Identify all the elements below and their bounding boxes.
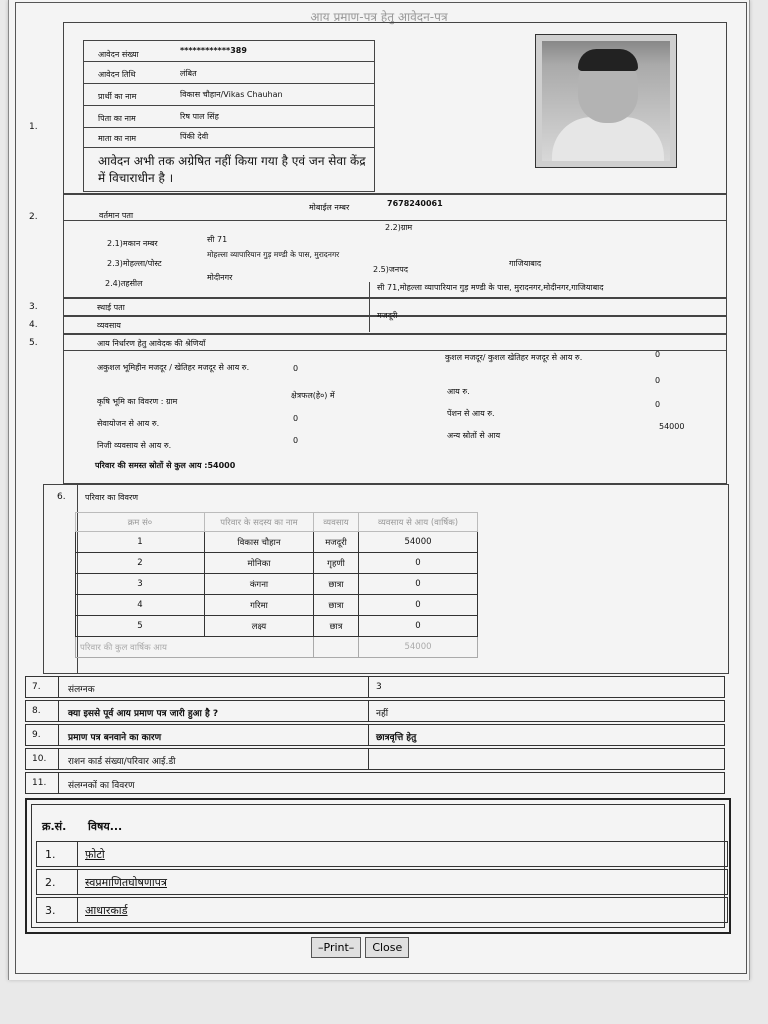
family-table-footer (76, 637, 478, 658)
member-occupation: मजदूरी (314, 532, 359, 553)
docs-header-serial: क्र.सं. (42, 820, 67, 833)
section5-number: 5. (29, 338, 38, 348)
list-item: 3. आधारकार्ड (36, 897, 728, 923)
label-current-address: वर्तमान पता (99, 211, 134, 220)
label-business-income: निजी व्यवसाय से आय रु. (97, 441, 172, 450)
member-income: 0 (359, 616, 478, 637)
member-serial: 4 (76, 595, 205, 616)
other-income: 54000 (659, 422, 685, 431)
agri-income: 0 (655, 376, 661, 385)
label-pension-income: पेंशन से आय रु. (447, 409, 495, 418)
pension-income: 0 (655, 400, 661, 409)
application-date: लंबित (180, 69, 197, 78)
label-employment-income: सेवायोजन से आय रु. (97, 419, 160, 428)
row-ration-card: 10. राशन कार्ड संख्या/परिवार आई.डी (25, 748, 725, 770)
application-status-note: आवेदन अभी तक अग्रेषित नहीं किया गया है एवं जन सेवा केंद्र में विचाराधीन है । (98, 154, 366, 185)
applicant-photo (535, 34, 677, 168)
attachment-photo-link[interactable]: फ़ोटो (85, 848, 105, 861)
label-applicant-name: प्रार्थी का नाम (98, 92, 137, 101)
label-locality: 2.3)मोहल्ला/पोस्ट (107, 259, 162, 268)
member-income: 0 (359, 553, 478, 574)
section6-number: 6. (57, 492, 66, 502)
member-occupation: छात्रा (314, 595, 359, 616)
family-table (75, 512, 478, 658)
table-row (76, 616, 478, 637)
business-income: 0 (293, 436, 299, 445)
employment-income: 0 (293, 414, 299, 423)
member-serial: 5 (76, 616, 205, 637)
label-area: क्षेत्रफल(हे०) में (291, 391, 335, 400)
section3-number: 3. (29, 302, 38, 312)
print-button[interactable]: –Print– (311, 937, 361, 958)
locality: मोहल्ला व्यापारियान गुड़ मण्डी के पास, मुरादनगर (207, 250, 340, 259)
footer-total-label: परिवार की कुल वार्षिक आय (76, 637, 314, 658)
label-occupation: व्यवसाय (97, 321, 121, 330)
section2-number: 2. (29, 212, 38, 222)
family-table-header (76, 513, 478, 532)
label-father-name: पिता का नाम (98, 114, 136, 123)
applicant-name: विकास चौहान/Vikas Chauhan (180, 90, 283, 99)
header-serial: क्रम सं० (76, 513, 205, 532)
label-income-categories: आय निर्धारण हेतु आवेदक की श्रेणियाँ (97, 339, 206, 348)
section4-number: 4. (29, 320, 38, 330)
label-village: 2.2)ग्राम (385, 223, 413, 232)
label-other-income: अन्य स्रोतों से आय (447, 431, 501, 440)
member-name: विकास चौहान (205, 532, 314, 553)
label-district: 2.5)जनपद (373, 265, 409, 274)
mother-name: पिंकी देवी (180, 132, 209, 141)
member-occupation: गृहणी (314, 553, 359, 574)
member-serial: 1 (76, 532, 205, 553)
total-family-income: परिवार की समस्त स्रोतों से कुल आय :54000 (95, 461, 236, 470)
member-income: 0 (359, 595, 478, 616)
docs-header-subject: विषय... (88, 820, 123, 833)
member-occupation: छात्र (314, 616, 359, 637)
table-row (76, 574, 478, 595)
house-number: सी 71 (207, 235, 228, 244)
attachment-aadhaar-link[interactable]: आधारकार्ड (85, 904, 128, 917)
list-item: 1. फ़ोटो (36, 841, 728, 867)
unskilled-income: 0 (293, 364, 299, 373)
footer-total-value: 54000 (359, 637, 478, 658)
form-title: आय प्रमाण-पत्र हेतु आवेदन-पत्र (310, 10, 448, 24)
application-form-page (8, 0, 750, 980)
label-unskilled-income: अकुशल भूमिहीन मजदूर / खेतिहर मजदूर से आय रु. (97, 363, 250, 372)
table-row (76, 532, 478, 553)
close-button[interactable]: Close (365, 937, 409, 958)
label-application-number: आवेदन संख्या (98, 50, 139, 59)
row-attachments-detail: 11. संलग्नकों का विवरण (25, 772, 725, 794)
row-certificate-reason: 9. प्रमाण पत्र बनवाने का कारण छात्रवृत्ति हेतु (25, 724, 725, 746)
district: गाजियाबाद (509, 259, 542, 268)
tehsil: मोदीनगर (207, 273, 233, 282)
label-family-details: परिवार का विवरण (85, 493, 139, 502)
row-attachments-count: 7. संलग्नक 3 (25, 676, 725, 698)
header-annual-income: व्यवसाय से आय (वार्षिक) (359, 513, 478, 532)
mobile-number: 7678240061 (387, 199, 443, 208)
permanent-address: सी 71,मोहल्ला व्यापारियान गुड़ मण्डी के पास, मुरादनगर,मोदीनगर,गाजियाबाद (377, 283, 604, 292)
label-application-date: आवेदन तिथि (98, 70, 136, 79)
father-name: रिष पाल सिंह (180, 112, 219, 121)
label-tehsil: 2.4)तहसील (105, 279, 143, 288)
applicant-details-box (83, 40, 375, 192)
action-buttons (311, 936, 413, 958)
member-name: लक्ष्य (205, 616, 314, 637)
header-member-name: परिवार के सदस्य का नाम (205, 513, 314, 532)
member-income: 54000 (359, 532, 478, 553)
member-serial: 2 (76, 553, 205, 574)
skilled-income: 0 (655, 350, 661, 359)
member-name: कंगना (205, 574, 314, 595)
table-row (76, 553, 478, 574)
application-number: ************389 (180, 46, 247, 55)
label-house-number: 2.1)मकान नम्बर (107, 239, 158, 248)
table-row (76, 595, 478, 616)
label-agri-land: कृषि भूमि का विवरण : ग्राम (97, 397, 178, 406)
label-mobile: मोबाईल नम्बर (309, 203, 350, 212)
member-name: गरिमा (205, 595, 314, 616)
label-skilled-income: कुशल मजदूर/ कुशल खेतिहर मजदूर से आय रु. (445, 353, 583, 362)
section1-number: 1. (29, 122, 38, 132)
member-serial: 3 (76, 574, 205, 595)
member-occupation: छात्रा (314, 574, 359, 595)
occupation: मजदूरी (377, 311, 398, 320)
header-occupation: व्यवसाय (314, 513, 359, 532)
attachment-declaration-link[interactable]: स्वप्रमाणितघोषणापत्र (85, 876, 167, 889)
label-mother-name: माता का नाम (98, 134, 137, 143)
list-item: 2. स्वप्रमाणितघोषणापत्र (36, 869, 728, 895)
row-previous-certificate: 8. क्या इससे पूर्व आय प्रमाण पत्र जारी हुआ है ? नहीं (25, 700, 725, 722)
member-name: मोनिका (205, 553, 314, 574)
attachments-table (25, 798, 731, 934)
label-permanent-address: स्थाई पता (97, 303, 125, 312)
label-agri-income: आय रु. (447, 387, 470, 396)
member-income: 0 (359, 574, 478, 595)
